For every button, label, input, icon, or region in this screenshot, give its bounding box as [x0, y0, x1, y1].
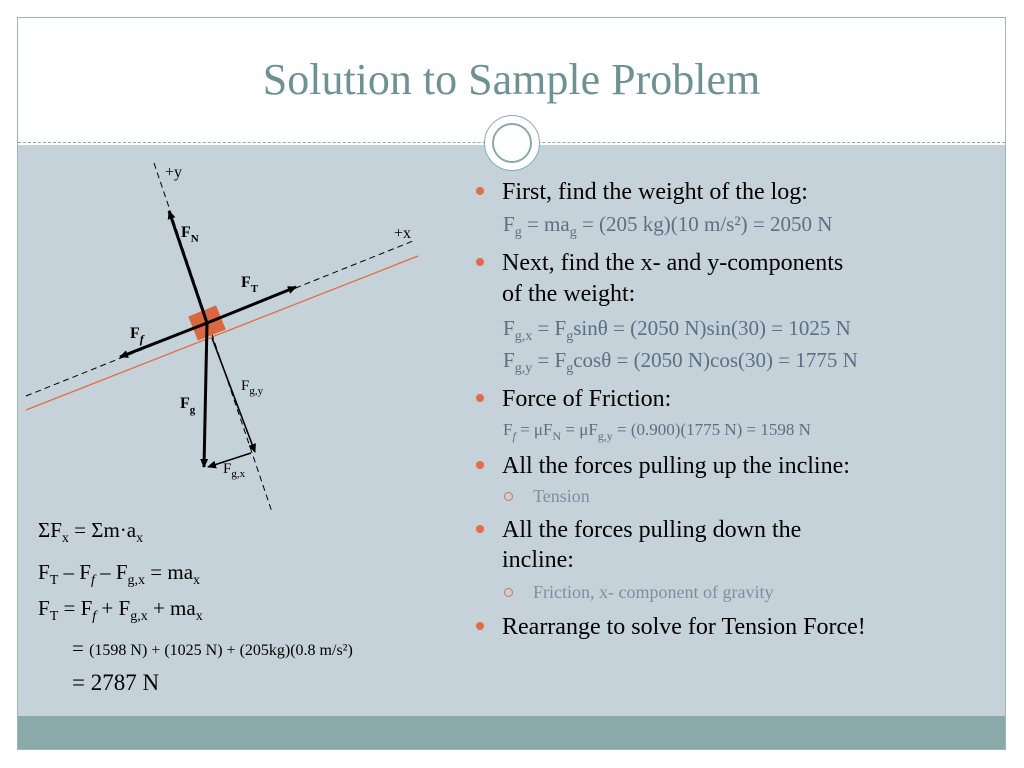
gx-formula: $F_{g,x} = F_g\sin\theta = (2050$ N)sin(30) = 1025 N: [503, 316, 851, 344]
gravity-force-label: $F_g$: [180, 395, 196, 416]
weight-formula: $F_g = ma_g = (205$ kg)(10 m/s²) = 2050 N: [503, 212, 833, 240]
tension-force-label: $F_T$: [241, 274, 259, 295]
friction-force-label: $F_f$: [130, 325, 144, 346]
gravity-y-component-label: $F_{g,y}$: [241, 378, 264, 397]
bullet-dot-icon: [476, 525, 484, 533]
bullet-dot-icon: [476, 187, 484, 195]
incline-line: [26, 256, 418, 410]
equation-1: $\Sigma F_x = \Sigma m\cdot a_x$: [38, 518, 144, 546]
x-axis-label: +x: [394, 225, 412, 242]
ring-bullet-icon: [504, 588, 513, 597]
friction-formula: $F_f = \mu F_N = \mu F_{g,y} = (0.900)(1775$ N) = 1598 N: [503, 420, 811, 443]
gy-formula: $F_{g,y} = F_g\cos\theta = (2050$ N)cos(30) = 1775 N: [503, 348, 858, 376]
gravity-x-component-label: $F_{g,x}$: [223, 461, 246, 480]
equation-2: $F_T - F_f - F_{g,x} = ma_x$: [38, 560, 201, 588]
y-axis-label: +y: [165, 164, 183, 181]
bullet-dot-icon: [476, 622, 484, 630]
ring-bullet-icon: [504, 492, 513, 501]
slide-title: Solution to Sample Problem: [262, 55, 761, 104]
bullet-dot-icon: [476, 461, 484, 469]
bullet-dot-icon: [476, 394, 484, 402]
equation-5: = 2787 N: [72, 670, 160, 695]
equation-3: $F_T = F_f + F_{g,x} + ma_x$: [38, 596, 203, 624]
gravity-force-arrow: [204, 323, 207, 467]
equation-4: = (1598 N) + (1025 N) + (205kg)(0.8 m/s²): [72, 636, 353, 660]
bullet-dot-icon: [476, 258, 484, 266]
normal-force-label: $F_N$: [181, 224, 199, 245]
